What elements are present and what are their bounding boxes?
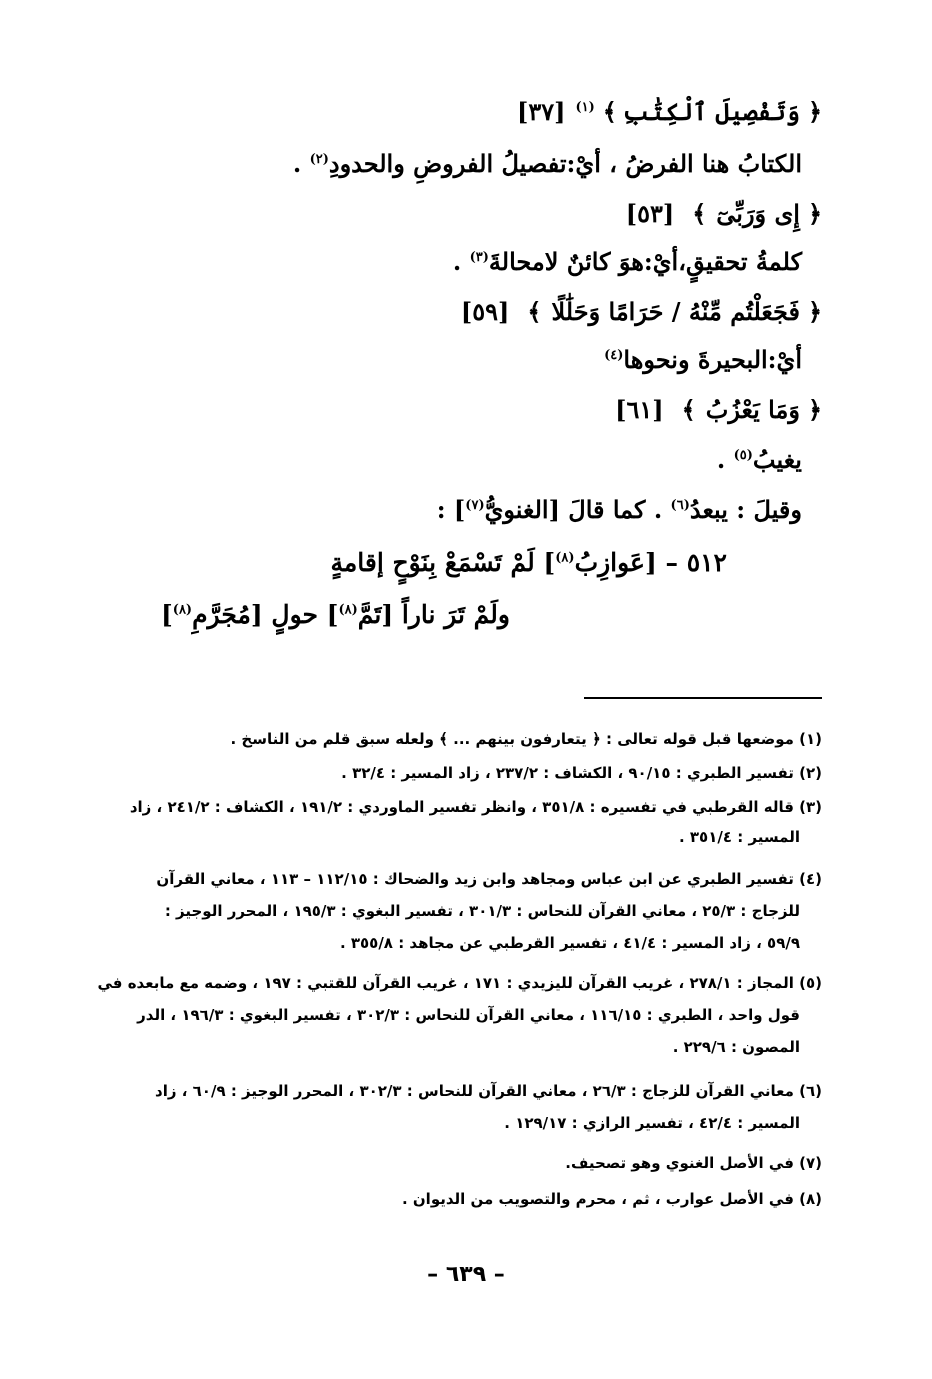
explanation-text: أيْ:البحيرةَ ونحوها	[623, 345, 802, 374]
footnote-ref: (٥)	[733, 448, 753, 463]
footnote-5	[97, 974, 822, 1056]
poem-line-2	[161, 600, 510, 630]
explanation-2	[453, 248, 802, 277]
quran-entry-2	[626, 200, 822, 229]
footnote-ref: (٨)	[555, 550, 575, 566]
explanation-4	[717, 446, 802, 475]
verse-close-bracket: ﴾	[602, 97, 617, 126]
footnote-ref: (١)	[575, 100, 595, 115]
quran-entry-3	[461, 298, 822, 327]
footnote-line: (٢) تفسير الطبري : ٩٠/١٥ ، الكشاف : ٢٣٧/٢ ، زاد المسير : ٣٢/٤ .	[341, 764, 822, 782]
quran-entry-1	[517, 98, 822, 127]
footnote-2	[122, 764, 822, 782]
footnote-3	[122, 798, 822, 846]
verse-number: [٥٩]	[460, 297, 510, 326]
footnote-line: المسير : ٤٢/٤ ، تفسير الرازي : ١٢٩/١٧ .	[504, 1114, 800, 1132]
footnote-6	[122, 1082, 822, 1132]
explanation-text-cont: . كما قالَ [الغنويُّ	[484, 495, 671, 524]
verse-open-bracket: ﴿	[807, 97, 822, 126]
footnote-line: (٧) في الأصل الغنوي وهو تصحيف.	[565, 1154, 822, 1172]
footnote-1	[122, 730, 822, 748]
footnote-4	[122, 870, 822, 952]
footnote-line: المصون : ٢٢٩/٦ .	[672, 1038, 800, 1056]
footnote-line: (٥) المجاز : ٢٧٨/١ ، غريب القرآن لليزيدي : ١٧١ ، غريب القرآن للقتبي : ١٩٧ ، وضمه مع مابعده في	[97, 974, 822, 992]
footnote-ref: (٦)	[670, 498, 690, 513]
poem-text-cont: ] لَمْ تَسْمَعْ بِنَوْحٍ إقامةٍ	[330, 548, 556, 577]
quran-entry-4	[615, 396, 822, 425]
explanation-text: كلمةُ تحقيقٍ،أيْ:هوَ كائنٌ لامحالةَ	[488, 247, 802, 276]
verse-close-bracket: ﴾	[527, 297, 542, 326]
footnote-line: (١) موضعها قبل قوله تعالى : ﴿ يتعارفون بينهم ... ﴾ ولعله سبق قلم من الناسخ .	[230, 730, 822, 748]
explanation-text: الكتابُ هنا الفرضُ ، أيْ:تفصيلُ الفروضِ والحدودِ	[328, 149, 802, 178]
verse-number: [٣٧]	[516, 97, 566, 126]
footnote-line: (٦) معاني القرآن للزجاج : ٢٦/٣ ، معاني القرآن للنحاس : ٣٠٢/٣ ، المحرر الوجيز : ٦٠/٩ ، زاد	[155, 1082, 822, 1100]
footnote-line: قول واحد ، الطبري : ١١٦/١٥ ، معاني القرآن للنحاس : ٣٠٢/٣ ، تفسير البغوي : ١٩٦/٣ ، الدر	[137, 1006, 800, 1024]
quran-phrase: إِى وَرَبِّىٓ	[716, 199, 800, 228]
quran-phrase: فَجَعَلْتُم مِّنْهُ / حَرَامًا وَحَلَٰلًا	[551, 297, 800, 326]
verse-close-bracket: ﴾	[681, 395, 696, 424]
poem-number: ٥١٢ –	[656, 548, 727, 577]
explanation-3	[604, 346, 802, 375]
verse-number: [٦١]	[615, 395, 664, 424]
explanation-end: .	[292, 149, 310, 178]
poem-text: ولَمْ تَرَ ناراً [تَمَّ	[357, 600, 510, 629]
poem-text-end: ]	[160, 600, 173, 629]
explanation-end: .	[716, 445, 734, 474]
poem-text-cont: ] حولٍ [مُجَرَّمِ	[192, 600, 339, 629]
footnote-ref: (٨)	[338, 602, 358, 618]
footnote-ref: (٣)	[469, 250, 489, 265]
footnote-ref: (٢)	[309, 152, 329, 167]
footnote-ref: (٧)	[465, 498, 485, 513]
verse-open-bracket: ﴿	[807, 395, 822, 424]
footnote-line: (٨) في الأصل عوارب ، ثم ، محرم والتصويب من الديوان .	[401, 1190, 822, 1208]
footnote-8	[122, 1190, 822, 1208]
footnote-line: المسير : ٣٥١/٤ .	[678, 828, 800, 846]
footnote-ref: (٤)	[604, 348, 624, 363]
footnote-7	[122, 1154, 822, 1172]
explanation-text-end: ] :	[436, 495, 466, 524]
footnote-line: (٣) قاله القرطبي في تفسيره : ٣٥١/٨ ، وانظر تفسير الماوردي : ١٩١/٢ ، الكشاف : ٢٤١/٢ ، زاد	[129, 798, 822, 816]
quran-phrase: وَتَفْصِيلَ ٱلْكِتَٰبِ	[622, 97, 800, 126]
footnote-line: ٥٩/٩ ، زاد المسير : ٤١/٤ ، تفسير القرطبي عن مجاهد : ٣٥٥/٨ .	[339, 934, 800, 952]
poem-text: [عَوازِبُ	[574, 548, 657, 577]
verse-number: [٥٣]	[625, 199, 675, 228]
explanation-1	[293, 150, 802, 179]
verse-open-bracket: ﴿	[807, 297, 822, 326]
footnote-line: للزجاج : ٢٥/٣ ، معاني القرآن للنحاس : ٣٠١/٣ ، تفسير البغوي : ١٩٥/٣ ، المحرر الوجيز :	[164, 902, 800, 920]
verse-close-bracket: ﴾	[692, 199, 707, 228]
explanation-5	[437, 496, 802, 525]
explanation-end: .	[452, 247, 470, 276]
explanation-text: وقيلَ : يبعدُ	[689, 495, 802, 524]
footnote-separator	[584, 697, 822, 699]
quran-phrase: وَمَا يَعْزُبُ	[705, 395, 800, 424]
footnote-line: (٤) تفسير الطبري عن ابن عباس ومجاهد وابن زيد والضحاك : ١١٢/١٥ – ١١٣ ، معاني القرآن	[156, 870, 822, 888]
explanation-text: يغيبُ	[752, 445, 802, 474]
poem-line-1	[330, 548, 727, 578]
page-number: – ٦٣٩ –	[427, 1262, 505, 1287]
verse-open-bracket: ﴿	[807, 199, 822, 228]
footnote-ref: (٨)	[172, 602, 193, 618]
